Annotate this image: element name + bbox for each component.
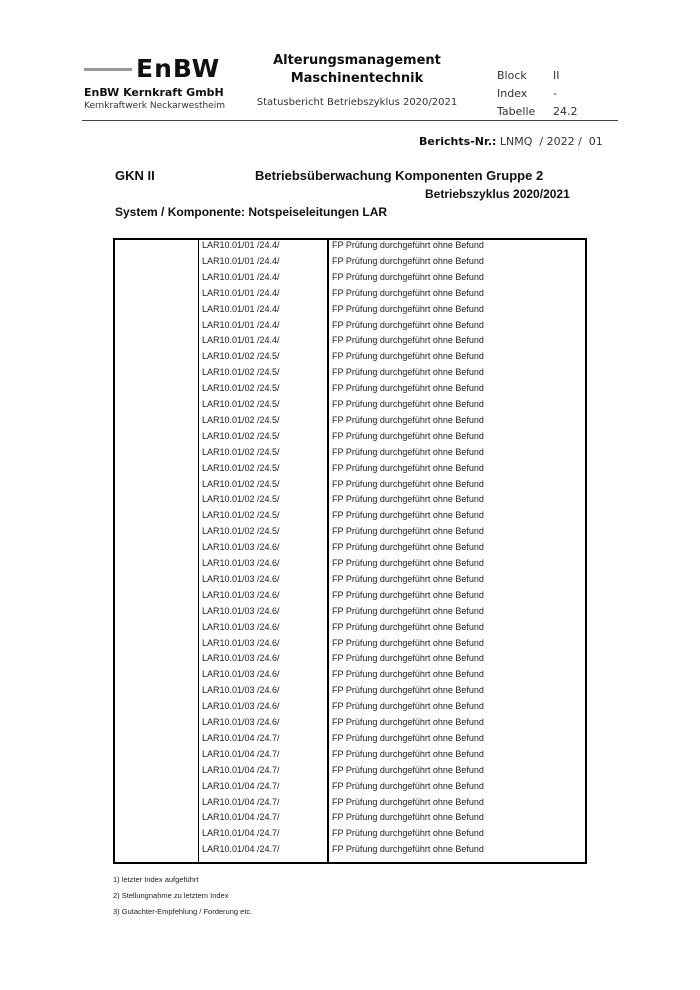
title-line-1: Alterungsmanagement — [273, 53, 441, 68]
component-id: LAR10.01/02 /24.5/ — [202, 383, 280, 394]
meta-value-block: II — [553, 69, 560, 82]
component-id: LAR10.01/02 /24.5/ — [202, 367, 280, 378]
table-row — [0, 588, 700, 604]
section-title: Betriebsüberwachung Komponenten Gruppe 2 — [255, 168, 544, 183]
plant-code: GKN II — [115, 168, 155, 183]
component-id: LAR10.01/02 /24.5/ — [202, 414, 280, 425]
inspection-status: FP Prüfung durchgeführt ohne Befund — [332, 558, 484, 568]
table-row — [0, 461, 700, 477]
inspection-status: FP Prüfung durchgeführt ohne Befund — [332, 796, 484, 807]
inspection-status: FP Prüfung durchgeführt ohne Befund — [332, 685, 484, 696]
table-row — [0, 620, 700, 636]
inspection-status: FP Prüfung durchgeführt ohne Befund — [332, 414, 484, 425]
inspection-status: FP Prüfung durchgeführt ohne Befund — [332, 510, 484, 521]
component-id: LAR10.01/03 /24.6/ — [202, 637, 280, 648]
component-id: LAR10.01/04 /24.7/ — [202, 780, 280, 791]
component-id: LAR10.01/01 /24.4/ — [202, 303, 280, 314]
table-row — [0, 397, 700, 413]
report-number-line — [419, 135, 603, 148]
inspection-status: FP Prüfung durchgeführt ohne Befund — [332, 478, 484, 489]
plant-name: Kernkraftwerk Neckarwestheim — [84, 101, 225, 111]
table-row — [0, 381, 700, 397]
component-id: LAR10.01/02 /24.5/ — [202, 446, 280, 457]
inspection-status: FP Prüfung durchgeführt ohne Befund — [332, 844, 484, 855]
meta-label-tabelle: Tabelle — [497, 105, 536, 118]
table-row — [0, 826, 700, 842]
inspection-status: FP Prüfung durchgeführt ohne Befund — [332, 383, 484, 394]
inspection-status: FP Prüfung durchgeführt ohne Befund — [332, 526, 484, 537]
component-id: LAR10.01/03 /24.6/ — [202, 669, 280, 680]
footnote-1: 1) letzter Index aufgeführt — [113, 875, 199, 884]
enbw-logo: EnBW — [136, 54, 221, 83]
component-id: LAR10.01/01 /24.4/ — [202, 287, 280, 298]
component-id: LAR10.01/02 /24.5/ — [202, 462, 280, 473]
inspection-status: FP Prüfung durchgeführt ohne Befund — [332, 287, 484, 298]
component-id: LAR10.01/03 /24.6/ — [202, 558, 280, 568]
table-row — [0, 699, 700, 715]
inspection-status: FP Prüfung durchgeführt ohne Befund — [332, 637, 484, 648]
inspection-status: FP Prüfung durchgeführt ohne Befund — [332, 621, 484, 632]
table-row — [0, 429, 700, 445]
table-row — [0, 349, 700, 365]
inspection-status: FP Prüfung durchgeführt ohne Befund — [332, 494, 484, 505]
table-row — [0, 763, 700, 779]
table-row — [0, 477, 700, 493]
table-row — [0, 715, 700, 731]
table-row — [0, 604, 700, 620]
component-id: LAR10.01/01 /24.4/ — [202, 319, 280, 330]
component-id: LAR10.01/03 /24.6/ — [202, 701, 280, 712]
inspection-status: FP Prüfung durchgeführt ohne Befund — [332, 255, 484, 266]
table-row — [0, 572, 700, 588]
component-id: LAR10.01/02 /24.5/ — [202, 351, 280, 362]
system-component: System / Komponente: Notspeiseleitungen LAR — [115, 205, 388, 219]
inspection-status: FP Prüfung durchgeführt ohne Befund — [332, 240, 484, 250]
component-id: LAR10.01/03 /24.6/ — [202, 621, 280, 632]
inspection-status: FP Prüfung durchgeführt ohne Befund — [332, 589, 484, 600]
table-row — [0, 238, 700, 254]
footnote-2: 2) Stellungnahme zu letztem Index — [113, 891, 229, 900]
inspection-status: FP Prüfung durchgeführt ohne Befund — [332, 542, 484, 553]
table-row — [0, 270, 700, 286]
inspection-status: FP Prüfung durchgeführt ohne Befund — [332, 701, 484, 712]
component-id: LAR10.01/03 /24.6/ — [202, 605, 280, 616]
component-id: LAR10.01/03 /24.6/ — [202, 589, 280, 600]
component-id: LAR10.01/03 /24.6/ — [202, 573, 280, 584]
component-id: LAR10.01/02 /24.5/ — [202, 430, 280, 441]
title-line-2: Maschinentechnik — [290, 71, 424, 86]
logo-bar — [84, 68, 132, 71]
table-row — [0, 524, 700, 540]
table-row — [0, 667, 700, 683]
component-id: LAR10.01/01 /24.4/ — [202, 240, 280, 250]
component-id: LAR10.01/04 /24.7/ — [202, 732, 280, 743]
table-row — [0, 302, 700, 318]
component-id: LAR10.01/02 /24.5/ — [202, 399, 280, 409]
table-row — [0, 842, 700, 858]
inspection-status: FP Prüfung durchgeführt ohne Befund — [332, 399, 484, 409]
inspection-status: FP Prüfung durchgeführt ohne Befund — [332, 748, 484, 759]
component-id: LAR10.01/04 /24.7/ — [202, 764, 280, 775]
inspection-status: FP Prüfung durchgeführt ohne Befund — [332, 319, 484, 330]
table-row — [0, 333, 700, 349]
table-row — [0, 508, 700, 524]
inspection-status: FP Prüfung durchgeführt ohne Befund — [332, 462, 484, 473]
table-row — [0, 731, 700, 747]
component-id: LAR10.01/04 /24.7/ — [202, 828, 280, 839]
table-row — [0, 413, 700, 429]
inspection-status: FP Prüfung durchgeführt ohne Befund — [332, 732, 484, 743]
table-row — [0, 318, 700, 334]
inspection-status: FP Prüfung durchgeführt ohne Befund — [332, 271, 484, 282]
table-row — [0, 779, 700, 795]
report-number-label: Berichts-Nr.: — [419, 135, 497, 148]
component-id: LAR10.01/04 /24.7/ — [202, 796, 280, 807]
table-row — [0, 795, 700, 811]
document-subtitle: Statusbericht Betriebszyklus 2020/2021 — [256, 97, 458, 108]
component-id: LAR10.01/03 /24.6/ — [202, 717, 280, 727]
inspection-status: FP Prüfung durchgeführt ohne Befund — [332, 828, 484, 839]
component-id: LAR10.01/01 /24.4/ — [202, 255, 280, 266]
table-row — [0, 556, 700, 572]
inspection-status: FP Prüfung durchgeführt ohne Befund — [332, 430, 484, 441]
meta-value-tabelle: 24.2 — [553, 105, 578, 118]
section-cycle: Betriebszyklus 2020/2021 — [425, 187, 570, 201]
component-id: LAR10.01/01 /24.4/ — [202, 271, 280, 282]
component-id: LAR10.01/02 /24.5/ — [202, 478, 280, 489]
inspection-status: FP Prüfung durchgeführt ohne Befund — [332, 764, 484, 775]
component-id: LAR10.01/02 /24.5/ — [202, 510, 280, 521]
inspection-status: FP Prüfung durchgeführt ohne Befund — [332, 446, 484, 457]
table-row — [0, 810, 700, 826]
inspection-status: FP Prüfung durchgeführt ohne Befund — [332, 573, 484, 584]
component-id: LAR10.01/04 /24.7/ — [202, 844, 280, 855]
inspection-status: FP Prüfung durchgeführt ohne Befund — [332, 605, 484, 616]
component-id: LAR10.01/03 /24.6/ — [202, 653, 280, 664]
meta-value-index: - — [553, 87, 557, 100]
table-row — [0, 651, 700, 667]
inspection-status: FP Prüfung durchgeführt ohne Befund — [332, 351, 484, 362]
report-number-value: LNMQ / 2022 / 01 — [499, 135, 603, 148]
component-id: LAR10.01/02 /24.5/ — [202, 494, 280, 505]
table-row — [0, 286, 700, 302]
inspection-status: FP Prüfung durchgeführt ohne Befund — [332, 780, 484, 791]
inspection-status: FP Prüfung durchgeführt ohne Befund — [332, 303, 484, 314]
table-row — [0, 540, 700, 556]
table-row — [0, 365, 700, 381]
meta-label-block: Block — [497, 69, 527, 82]
component-id: LAR10.01/01 /24.4/ — [202, 335, 280, 346]
table-row — [0, 254, 700, 270]
inspection-status: FP Prüfung durchgeführt ohne Befund — [332, 653, 484, 664]
inspection-status: FP Prüfung durchgeführt ohne Befund — [332, 669, 484, 680]
component-id: LAR10.01/03 /24.6/ — [202, 542, 280, 553]
inspection-status: FP Prüfung durchgeführt ohne Befund — [332, 335, 484, 346]
company-name: EnBW Kernkraft GmbH — [84, 86, 224, 99]
header-divider — [82, 120, 618, 121]
inspection-status: FP Prüfung durchgeführt ohne Befund — [332, 367, 484, 378]
table-row — [0, 445, 700, 461]
meta-label-index: Index — [497, 87, 528, 100]
component-id: LAR10.01/04 /24.7/ — [202, 812, 280, 823]
table-row — [0, 492, 700, 508]
component-id: LAR10.01/03 /24.6/ — [202, 685, 280, 696]
table-row — [0, 683, 700, 699]
component-id: LAR10.01/04 /24.7/ — [202, 748, 280, 759]
document-title — [252, 52, 462, 88]
component-id: LAR10.01/02 /24.5/ — [202, 526, 280, 537]
table-row — [0, 636, 700, 652]
inspection-status: FP Prüfung durchgeführt ohne Befund — [332, 717, 484, 727]
footnote-3: 3) Gutachter-Empfehlung / Forderung etc. — [113, 907, 253, 916]
table-row — [0, 747, 700, 763]
inspection-status: FP Prüfung durchgeführt ohne Befund — [332, 812, 484, 823]
